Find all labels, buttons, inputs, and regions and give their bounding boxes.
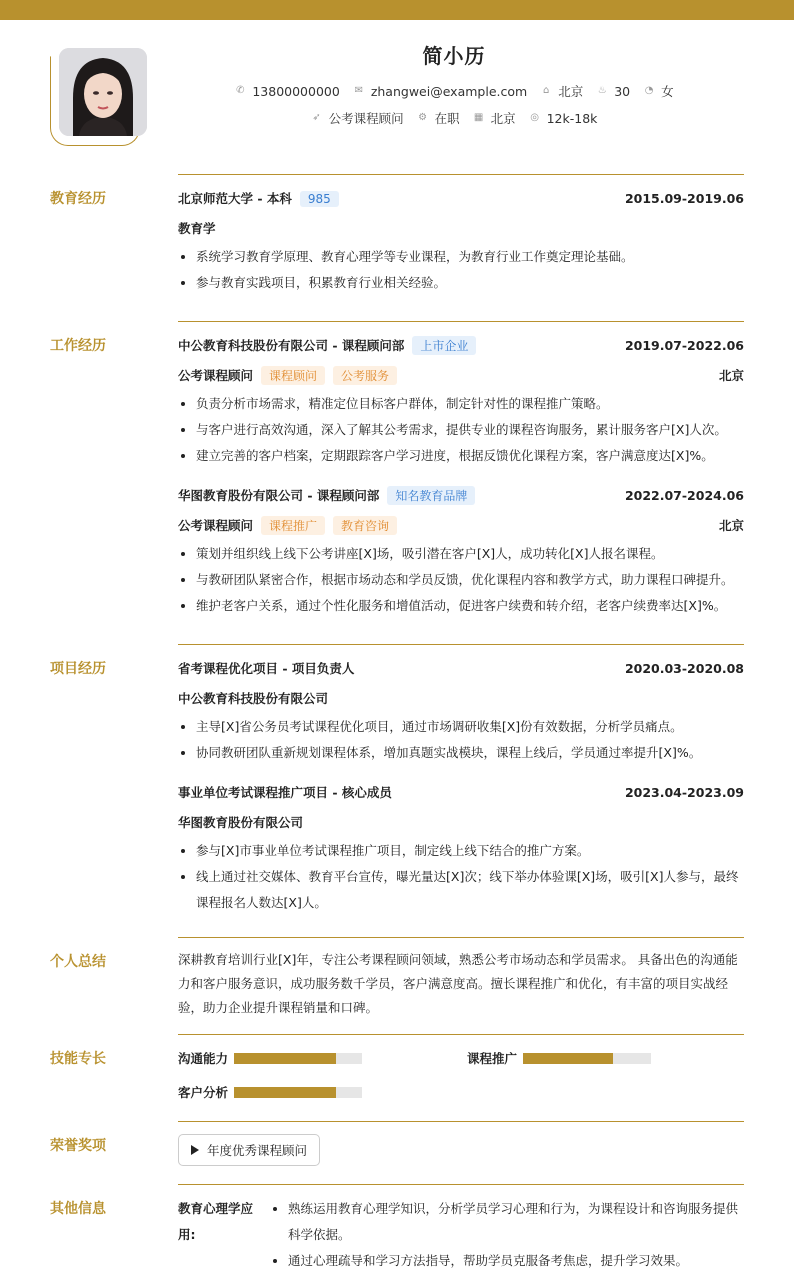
job-2-role-row <box>178 515 744 535</box>
job-1-header-row <box>178 335 744 355</box>
skill-bar <box>234 1087 362 1098</box>
award-label: 年度优秀课程顾问 <box>207 1143 308 1158</box>
role-text: 公考课程顾问 <box>178 367 254 383</box>
cake-icon: ♨ <box>597 85 607 96</box>
education-bullets <box>178 244 744 296</box>
school-text: 北京师范大学 - 本科 <box>178 191 292 206</box>
list-item: 参与教育实践项目，积累教育行业相关经验。 <box>178 270 744 296</box>
skill-item <box>467 1049 651 1067</box>
project-1-date: 2020.03-2020.08 <box>624 660 744 676</box>
list-item: 建立完善的客户档案，定期跟踪客户学习进度，根据反馈优化课程方案，客户满意度达[X]%。 <box>178 443 744 469</box>
job-1-bullets <box>178 391 744 469</box>
education-major: 教育学 <box>178 221 216 236</box>
divider-education <box>178 174 744 175</box>
skill-bar-fill <box>234 1087 336 1098</box>
home-icon: ⌂ <box>543 85 550 96</box>
job-2-company <box>178 486 475 505</box>
list-item: 负责分析市场需求，精准定位目标客户群体，制定针对性的课程推广策略。 <box>178 391 744 417</box>
skill-bar <box>523 1053 651 1064</box>
section-title-summary: 个人总结 <box>50 954 106 970</box>
bullet-dot <box>273 1207 277 1211</box>
project-2-org-row <box>178 812 744 832</box>
section-title-skills: 技能专长 <box>50 1051 106 1067</box>
skill-item <box>178 1049 362 1067</box>
section-title-projects: 项目经历 <box>50 661 106 677</box>
project-2-org: 华图教育股份有限公司 <box>178 815 304 830</box>
job-1-role-row <box>178 365 744 385</box>
job-info-row <box>178 109 730 127</box>
project-1-bullets <box>178 714 744 766</box>
list-item: 与客户进行高效沟通，深入了解其公考需求，提供专业的课程咨询服务，累计服务客户[X]人次。 <box>178 417 744 443</box>
list-item: 参与[X]市事业单位考试课程推广项目，制定线上线下结合的推广方案。 <box>178 838 744 864</box>
skill-bar-fill <box>523 1053 613 1064</box>
skill-label: 客户分析 <box>178 1085 229 1100</box>
role-tag: 教育咨询 <box>333 516 397 535</box>
project-1-header-row <box>178 658 744 678</box>
candidate-name: 简小历 <box>422 44 486 68</box>
project-2-date: 2023.04-2023.09 <box>624 784 744 800</box>
status-item <box>417 109 460 127</box>
mail-icon: ✉ <box>354 85 364 96</box>
list-item: 与教研团队紧密合作，根据市场动态和学员反馈，优化课程内容和教学方式，助力课程口碑提升。 <box>178 567 744 593</box>
project-2-header-row <box>178 782 744 802</box>
other-bullets <box>270 1196 744 1274</box>
list-item <box>270 1248 744 1274</box>
bullet-text: 熟练运用教育心理学知识，分析学员学习心理和行为，为课程设计和咨询服务提供科学依据。 <box>288 1201 739 1242</box>
job-target-text: 公考课程顾问 <box>328 111 404 126</box>
city-item <box>473 109 516 127</box>
location-text: 北京 <box>558 84 584 99</box>
education-header-row <box>178 188 744 208</box>
role-text: 公考课程顾问 <box>178 517 254 533</box>
city-text: 北京 <box>490 111 516 126</box>
project-2-bullets <box>178 838 744 916</box>
skill-item <box>178 1083 362 1101</box>
skill-label: 课程推广 <box>467 1051 518 1066</box>
summary-text: 深耕教育培训行业[X]年，专注公考课程顾问领域，熟悉公考市场动态和学员需求。 具备出色的沟通能力和客户服务意识，成功服务数千学员，客户满意度高。擅长课程推广和优化，有丰富的项目实战经验，助力企业提升课程销量和口碑。 <box>178 952 738 1015</box>
status-icon: ⚙ <box>418 112 428 123</box>
phone-text: 13800000000 <box>252 83 340 99</box>
job-1-location: 北京 <box>718 368 744 383</box>
list-item: 策划并组织线上线下公考讲座[X]场，吸引潜在客户[X]人，成功转化[X]人报名课程。 <box>178 541 744 567</box>
bullet-dot <box>273 1259 277 1263</box>
school-tag: 985 <box>300 191 339 207</box>
contact-info-row <box>178 82 730 100</box>
age-item <box>596 84 630 99</box>
status-text: 在职 <box>434 111 460 126</box>
job-1-company <box>178 336 476 355</box>
section-title-education: 教育经历 <box>50 191 106 207</box>
top-accent-bar <box>0 0 794 20</box>
company-tag: 上市企业 <box>412 336 476 355</box>
phone-icon: ✆ <box>236 85 245 96</box>
other-info-block <box>178 1196 744 1274</box>
list-item: 协同教研团队重新规划课程体系，增加真题实战模块，课程上线后，学员通过率提升[X]%。 <box>178 740 744 766</box>
divider-other <box>178 1184 744 1185</box>
phone-item <box>234 84 339 99</box>
role-tag: 公考服务 <box>333 366 397 385</box>
age-text: 30 <box>614 83 631 99</box>
gender-item <box>643 82 674 100</box>
list-item: 维护老客户关系，通过个性化服务和增值活动，促进客户续费和转介绍，老客户续费率达[X]%。 <box>178 593 744 619</box>
project-1-name: 省考课程优化项目 - 项目负责人 <box>178 661 355 676</box>
list-item <box>270 1196 744 1248</box>
project-1-org: 中公教育科技股份有限公司 <box>178 691 329 706</box>
bullet-text: 通过心理疏导和学习方法指导，帮助学员克服备考焦虑，提升学习效果。 <box>288 1253 689 1268</box>
award-toggle[interactable] <box>178 1134 320 1166</box>
gender-icon: ◔ <box>644 85 654 96</box>
company-text: 华图教育股份有限公司 - 课程顾问部 <box>178 487 380 503</box>
building-icon: ▦ <box>473 112 484 123</box>
job-2-bullets <box>178 541 744 619</box>
education-major-row <box>178 218 744 238</box>
job-1-date: 2019.07-2022.06 <box>624 337 744 353</box>
email-text: zhangwei@example.com <box>370 83 528 99</box>
divider-skills <box>178 1034 744 1035</box>
divider-summary <box>178 937 744 938</box>
company-text: 中公教育科技股份有限公司 - 课程顾问部 <box>178 337 405 353</box>
education-school <box>178 189 339 207</box>
job-target-item <box>311 109 404 127</box>
job-2-header-row <box>178 485 744 505</box>
skill-label: 沟通能力 <box>178 1051 229 1066</box>
skill-bar-fill <box>234 1053 336 1064</box>
role-tag: 课程顾问 <box>261 366 325 385</box>
company-tag: 知名教育品牌 <box>387 486 475 505</box>
caret-right-icon <box>191 1145 199 1155</box>
other-label: 教育心理学应用: <box>178 1201 254 1242</box>
list-item: 线上通过社交媒体、教育平台宣传，曝光量达[X]次；线下举办体验课[X]场，吸引[X]人参与，最终课程报名人数达[X]人。 <box>178 864 744 916</box>
section-title-honors: 荣誉奖项 <box>50 1138 106 1154</box>
list-item: 主导[X]省公务员考试课程优化项目，通过市场调研收集[X]份有效数据，分析学员痛点。 <box>178 714 744 740</box>
job-1-role <box>178 366 397 385</box>
email-item <box>353 84 527 99</box>
skill-bar <box>234 1053 362 1064</box>
gender-text: 女 <box>661 84 674 99</box>
section-title-work: 工作经历 <box>50 338 106 354</box>
money-icon: ◎ <box>530 112 539 123</box>
job-2-role <box>178 516 397 535</box>
divider-honors <box>178 1121 744 1122</box>
salary-text: 12k-18k <box>546 110 598 126</box>
job-2-location: 北京 <box>718 518 744 533</box>
project-1-org-row <box>178 688 744 708</box>
job-2-date: 2022.07-2024.06 <box>624 487 744 503</box>
section-title-other: 其他信息 <box>50 1201 106 1217</box>
salary-item <box>529 111 598 126</box>
divider-projects <box>178 644 744 645</box>
send-icon: ➶ <box>312 112 321 123</box>
divider-work <box>178 321 744 322</box>
project-2-name: 事业单位考试课程推广项目 - 核心成员 <box>178 785 392 800</box>
location-item <box>540 82 583 100</box>
education-date: 2015.09-2019.06 <box>624 190 744 206</box>
list-item: 系统学习教育学原理、教育心理学等专业课程，为教育行业工作奠定理论基础。 <box>178 244 744 270</box>
role-tag: 课程推广 <box>261 516 325 535</box>
